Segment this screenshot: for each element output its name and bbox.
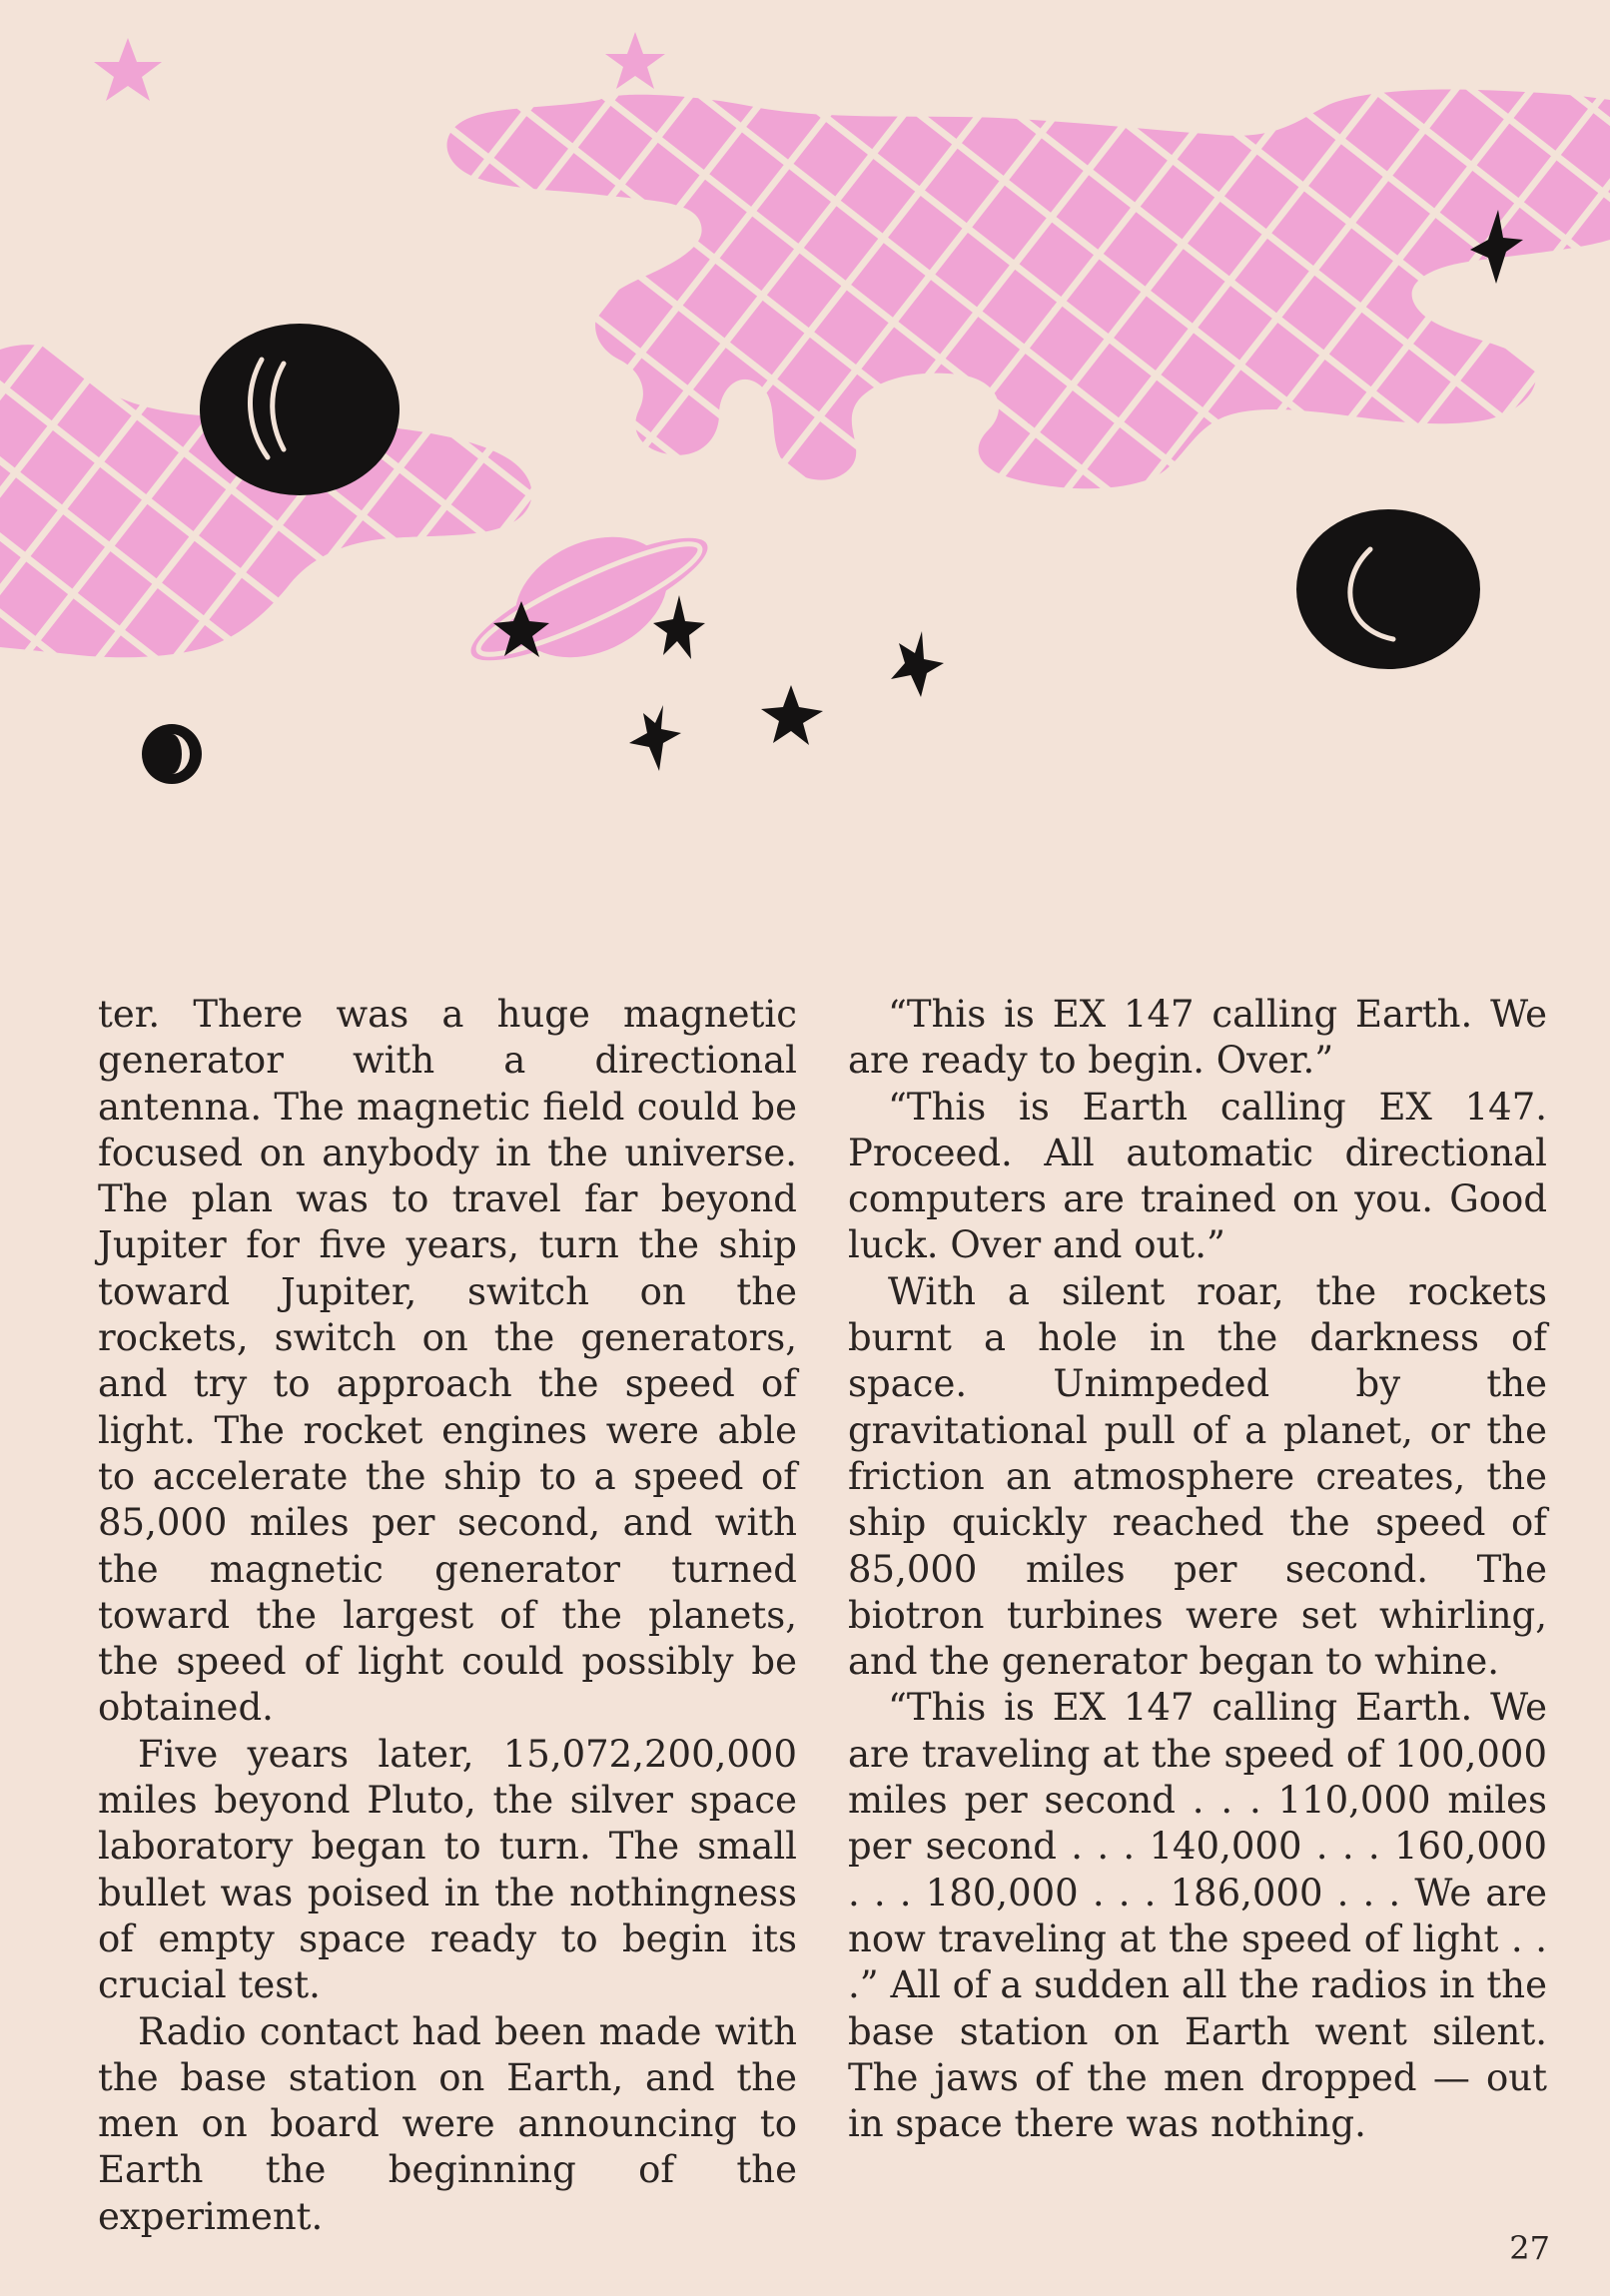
black-planet-icon [200, 324, 400, 495]
paragraph: Five years later, 15,072,200,000 miles beyond Pluto, the silver space laboratory began to turn. The small bullet was poised in the nothingness of empty space ready to begin its crucial test. [98, 1732, 797, 2007]
black-star-icon [761, 685, 823, 745]
paragraph: Radio contact had been made with the base station on Earth, and the men on board were announcing to Earth the beginning of the experiment. [98, 2009, 797, 2238]
ringed-planet-icon [459, 513, 720, 681]
paragraph: “This is EX 147 calling Earth. We are ready to begin. Over.” [848, 993, 1547, 1083]
paragraph: “This is EX 147 calling Earth. We are traveling at the speed of 100,000 miles per second . . . 110,000 miles per second . . . 140,000 . . . 160,000 . . . 180,000 . . . 186,000 . . . We are now traveling at the speed of light . . .” All of a sudden all the radios in the base station on Earth went silent. The jaws of the men dropped — out in space there was nothing. [848, 1686, 1547, 2146]
page-number: 27 [1509, 2229, 1550, 2267]
nebula-cloud-shape [447, 90, 1610, 489]
paragraph: ter. There was a huge magnetic generator with a directional antenna. The magnetic field could be focused on anybody in the universe. The plan was to travel far beyond Jupiter for five years, turn the ship toward Jupiter, switch on the rockets, switch on the generators, and try to approach the speed of light. The rocket engines were able to accelerate the ship to a speed of 85,000 miles per second, and with the magnetic generator turned toward the largest of the planets, the speed of light could possibly be obtained. [98, 993, 797, 1730]
black-star-icon [629, 705, 681, 771]
small-moon-icon [142, 724, 202, 784]
pink-star-icon [605, 32, 665, 89]
space-illustration [0, 0, 1610, 879]
pink-star-icon [94, 38, 162, 101]
paragraph: With a silent roar, the rockets burnt a hole in the darkness of space. Unimpeded by the gravitational pull of a planet, or the friction an atmosphere creates, the ship quickly reached the speed of 85,000 miles per second. The biotron turbines were set whirling, and the generator began to whine. [848, 1269, 1547, 1684]
article-left-column [98, 992, 797, 2240]
article-right-column [848, 992, 1547, 2147]
paragraph: “This is Earth calling EX 147. Proceed. All automatic directional computers are trained on you. Good luck. Over and out.” [848, 1085, 1547, 1267]
black-star-icon [891, 631, 944, 697]
black-planet-icon [1296, 509, 1480, 669]
black-star-icon [653, 595, 705, 659]
